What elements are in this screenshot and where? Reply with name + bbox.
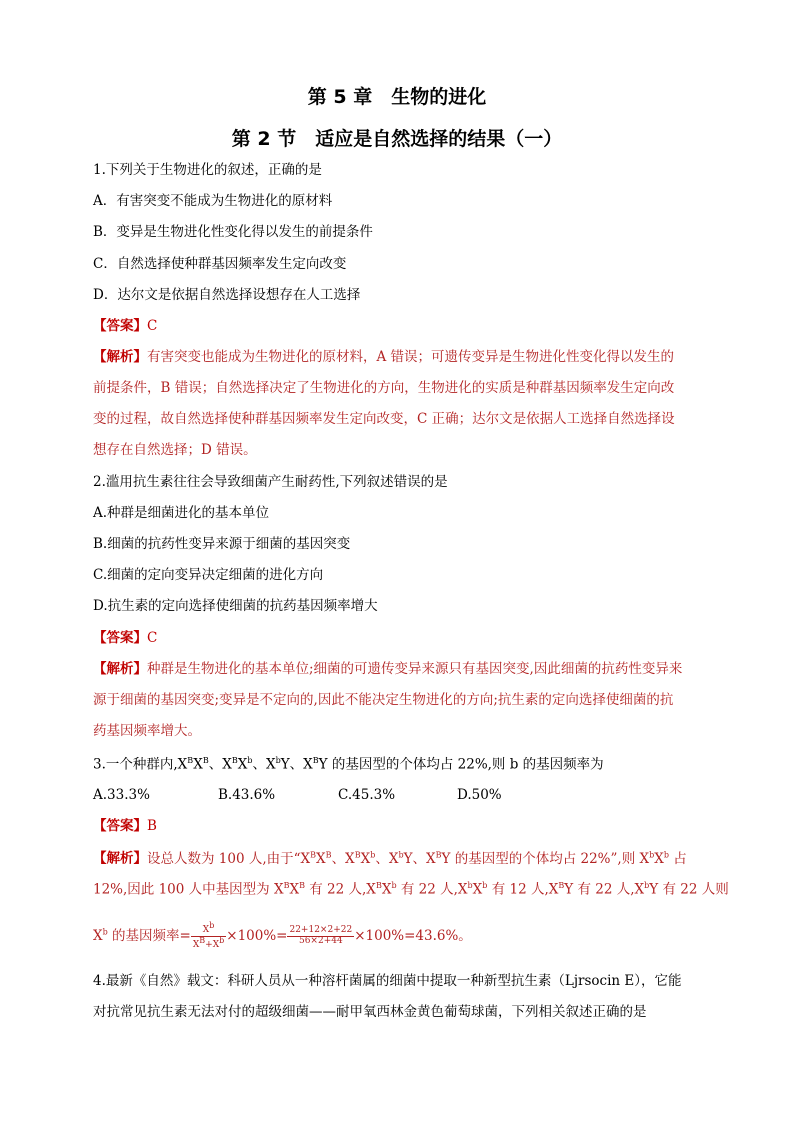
- q2-option-d: D.抗生素的定向选择使细菌的抗药基因频率增大: [93, 598, 378, 614]
- fraction-gene-frequency: $\frac{X^b}{X^B+X^b}$: [192, 921, 225, 950]
- q3-option-b: B.43.6%: [218, 787, 276, 803]
- q2-analysis-line-1: [93, 663, 682, 677]
- q3-analysis-line-1: 【解析】设总人数为 100 人,由于“$X^BX^B$、$X^BX^b$、$X^bY$、$X^BY$ 的基因型的个体均占 22%”,则 $X^bX^b$ 占: [93, 850, 687, 867]
- q1-option-c: C．自然选择使种群基因频率发生定向改变: [93, 256, 347, 272]
- q1-analysis-line-3: 变的过程，故自然选择使种群基因频率发生定向改变，C 正确；达尔文是依据人工选择自然选择设: [93, 411, 675, 427]
- q2-analysis-line-3: 药基因频率增大。: [93, 723, 201, 739]
- q2-stem: 2.滥用抗生素往往会导致细菌产生耐药性,下列叙述错误的是: [93, 474, 448, 490]
- analysis-label: 【解析】: [93, 850, 147, 867]
- answer-label: 【答案】: [93, 818, 147, 834]
- answer-label: 【答案】: [93, 318, 147, 334]
- q2-option-b: B.细菌的抗药性变异来源于细菌的基因突变: [93, 536, 351, 552]
- q3-options: [93, 789, 502, 803]
- q1-option-b: B．变异是生物进化性变化得以发生的前提条件: [93, 224, 373, 240]
- q2-analysis-text-1: 种群是生物进化的基本单位;细菌的可遗传变异来源只有基因突变,因此细菌的抗药性变异来: [147, 661, 683, 677]
- fraction-calculation: $\frac{22+12\times 2+22}{56\times 2+44}$: [289, 925, 353, 946]
- q3-option-a: A.33.3%: [93, 787, 150, 803]
- q1-option-a: A．有害突变不能成为生物进化的原材料: [93, 193, 333, 209]
- analysis-label: 【解析】: [93, 349, 147, 365]
- answer-label: 【答案】: [93, 630, 147, 646]
- q2-option-c: C.细菌的定向变异决定细菌的进化方向: [93, 567, 324, 583]
- q3-answer-value: B: [147, 818, 157, 834]
- q3-answer: [93, 820, 157, 834]
- q4-stem-line-2: 对抗常见抗生素无法对付的超级细菌——耐甲氧西林金黄色葡萄球菌，下列相关叙述正确的是: [93, 1004, 647, 1020]
- q1-answer-value: C: [147, 318, 158, 334]
- chapter-title: 第 5 章 生物的进化: [307, 86, 487, 108]
- q2-answer: [93, 632, 157, 646]
- q1-analysis-line-2: 前提条件，B 错误；自然选择决定了生物进化的方向，生物进化的实质是种群基因频率发生定向改: [93, 380, 675, 396]
- q3-option-c: C.45.3%: [338, 787, 396, 803]
- q2-answer-value: C: [147, 630, 158, 646]
- analysis-label: 【解析】: [93, 661, 147, 677]
- q3-analysis-line-2: 12%,因此 100 人中基因型为 $X^BX^B$ 有 22 人$,X^BX^b$ 有 22 人$,X^bX^b$ 有 12 人$,X^BY$ 有 22 人$,X^bY$ 有 22 人则: [93, 881, 729, 898]
- q2-option-a: A.种群是细菌进化的基本单位: [93, 505, 270, 521]
- q2-analysis-line-2: 源于细菌的基因突变;变异是不定向的,因此不能决定生物进化的方向;抗生素的定向选择使细菌的抗: [93, 692, 674, 708]
- q3-stem: 3.一个种群内$,X^BX^B$、$X^BX^b$、$X^bY$、$X^BY$ 的基因型的个体均占 22%,则 b 的基因频率为: [93, 756, 604, 773]
- section-title: 第 2 节 适应是自然选择的结果（一）: [231, 128, 563, 150]
- q1-answer: [93, 320, 157, 334]
- q1-analysis-line-4: 想存在自然选择；D 错误。: [93, 442, 257, 458]
- q3-option-d: D.50%: [457, 787, 502, 803]
- q4-stem-line-1: 4.最新《自然》载文：科研人员从一种溶杆菌属的细菌中提取一种新型抗生素（Ljrsocin E），它能: [93, 973, 682, 989]
- q3-analysis-line-3: $X^b$ 的基因频率= $\frac{X^b}{X^B+X^b}$ ×100%= $\frac{22+12\times 2+22}{56\times 2+44}$ ×100%=43.6%。: [93, 921, 472, 950]
- q1-stem: 1.下列关于生物进化的叙述，正确的是: [93, 162, 322, 178]
- q1-analysis-text-1: 有害突变也能成为生物进化的原材料，A 错误；可遗传变异是生物进化性变化得以发生的: [147, 349, 675, 365]
- q1-analysis-line-1: [93, 351, 674, 365]
- q1-option-d: D．达尔文是依据自然选择设想存在人工选择: [93, 287, 361, 303]
